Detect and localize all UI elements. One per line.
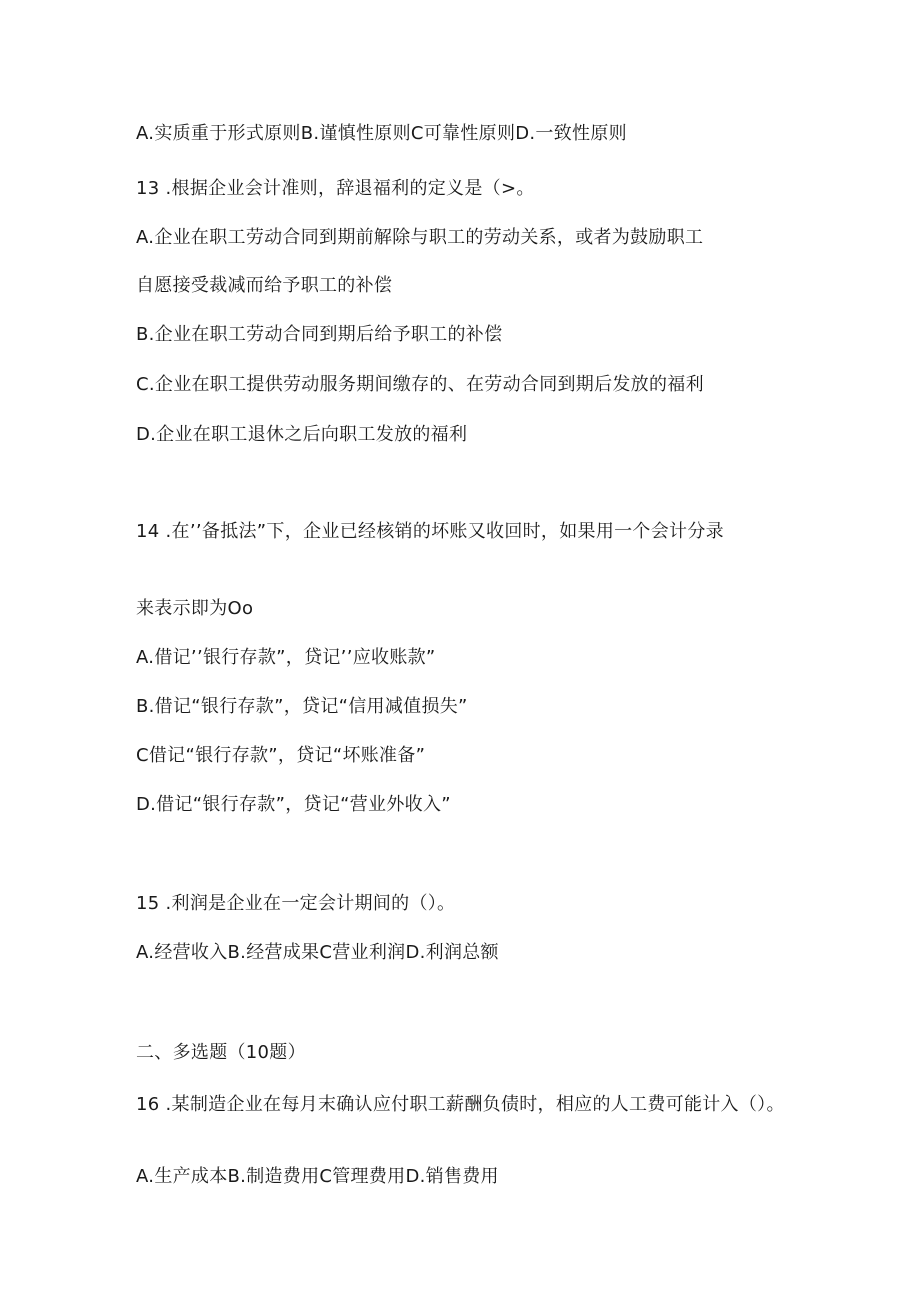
q14-option-c: C借记“银行存款”，贷记“坏账准备” xyxy=(136,745,426,766)
q13-option-d: D.企业在职工退休之后向职工发放的福利 xyxy=(136,424,468,445)
q16-question: 16 .某制造企业在每月末确认应付职工薪酬负债时，相应的人工费可能计入（）。 xyxy=(136,1094,785,1115)
q15-question: 15 .利润是企业在一定会计期间的（）。 xyxy=(136,893,456,914)
q14-option-a: A.借记’’银行存款”，贷记’’应收账款” xyxy=(136,647,436,668)
q16-options: A.生产成本B.制造费用C管理费用D.销售费用 xyxy=(136,1166,499,1187)
q15-options: A.经营收入B.经营成果C营业利润D.利润总额 xyxy=(136,942,499,963)
q14-question: 14 .在’’备抵法”下，企业已经核销的坏账又收回时，如果用一个会计分录 xyxy=(136,521,724,542)
section-heading-multiple-choice: 二、多选题（10题） xyxy=(136,1042,306,1063)
q13-option-b: B.企业在职工劳动合同到期后给予职工的补偿 xyxy=(136,324,503,345)
q13-option-c: C.企业在职工提供劳动服务期间缴存的、在劳动合同到期后发放的福利 xyxy=(136,374,704,395)
q13-question: 13 .根据企业会计准则，辞退福利的定义是（>。 xyxy=(136,178,535,199)
q12-options: A.实质重于形式原则B.谨慎性原则C可靠性原则D.一致性原则 xyxy=(136,123,627,144)
q14-question-continued: 来表示即为Oo xyxy=(136,598,254,619)
q14-option-d: D.借记“银行存款”，贷记“营业外收入” xyxy=(136,794,451,815)
q14-option-b: B.借记“银行存款”，贷记“信用减值损失” xyxy=(136,696,468,717)
q13-option-a: A.企业在职工劳动合同到期前解除与职工的劳动关系，或者为鼓励职工 xyxy=(136,227,704,248)
q13-option-a-continued: 自愿接受裁减而给予职工的补偿 xyxy=(136,275,393,296)
